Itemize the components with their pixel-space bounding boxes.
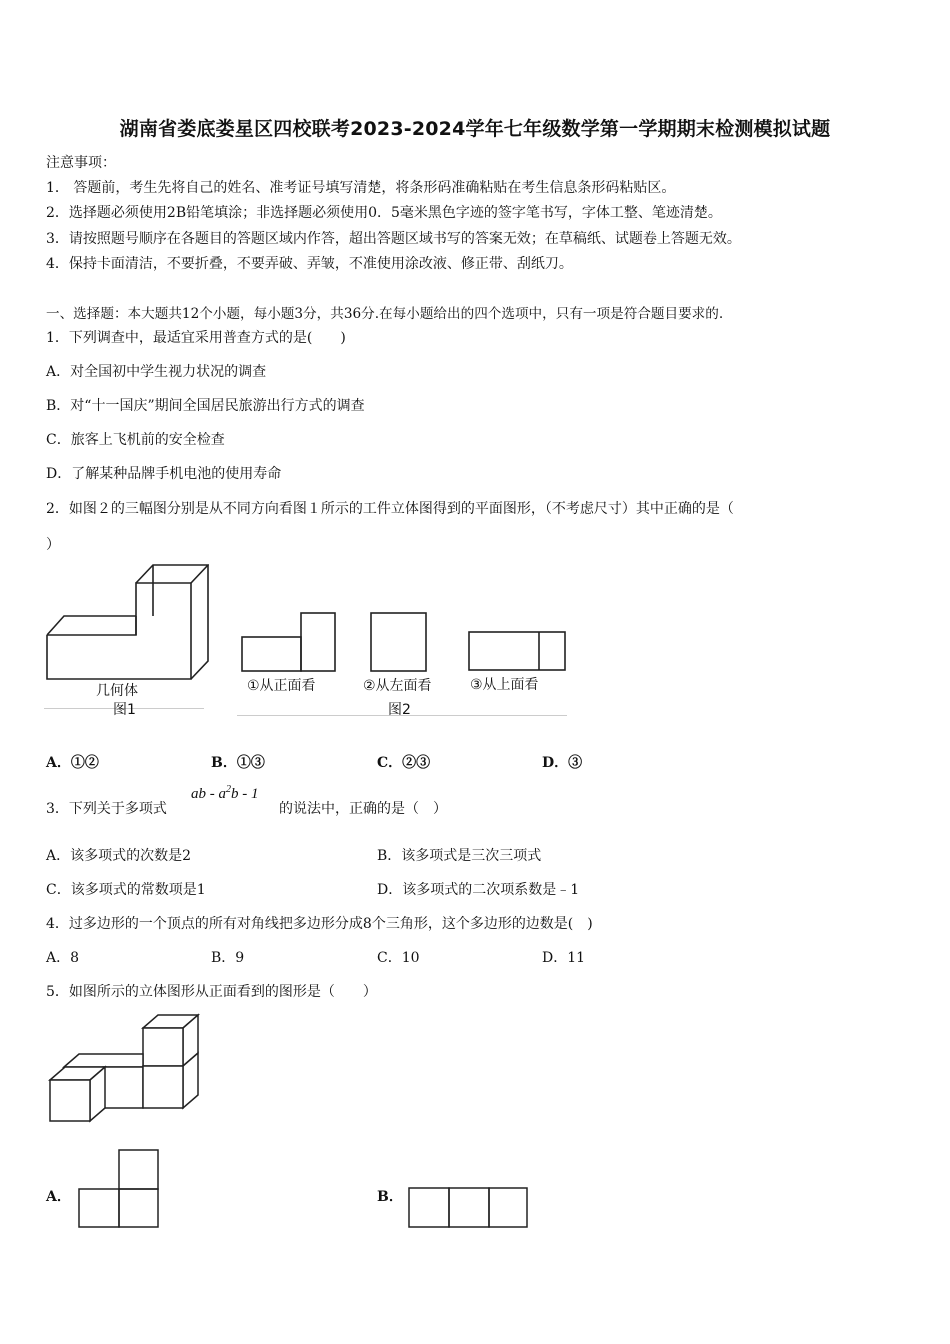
- q1-option-b: B．对“十一国庆”期间全国居民旅游出行方式的调查: [46, 398, 365, 414]
- q3-expression-part-b: b - 1: [231, 786, 259, 802]
- q5-figure-cubes: [44, 1012, 204, 1124]
- q4-option-c: C．10: [377, 950, 420, 966]
- q2-view-label-left: ②从左面看: [363, 678, 432, 694]
- q1-option-a: A．对全国初中学生视力状况的调查: [46, 364, 267, 380]
- notice-item-4: 4．保持卡面清洁，不要折叠，不要弄破、弄皱，不准使用涂改液、修正带、刮纸刀。: [46, 256, 573, 272]
- q4-option-a: A．8: [46, 950, 80, 966]
- q1-option-d: D．了解某种品牌手机电池的使用寿命: [46, 466, 282, 482]
- q5-option-b-label: B．: [377, 1189, 403, 1205]
- q3-stem-suffix: 的说法中，正确的是（ ）: [279, 801, 447, 817]
- notice-heading: 注意事项：: [46, 155, 116, 171]
- q4-option-d: D．11: [542, 950, 586, 966]
- q4-option-b: B．9: [211, 950, 245, 966]
- q3-option-a: A．该多项式的次数是2: [46, 848, 192, 864]
- q2-stem: 2．如图２的三幅图分别是从不同方向看图１所示的工件立体图得到的平面图形，（不考虑尺寸）其中正确的是（: [46, 501, 734, 517]
- q3-expression-exponent: 2: [226, 784, 231, 795]
- q3-expression-part-a: ab - a: [191, 786, 226, 802]
- q1-option-c: C．旅客上飞机前的安全检查: [46, 432, 225, 448]
- q5-option-a-label: A．: [46, 1189, 71, 1205]
- q2-option-b: B．①③: [211, 755, 265, 771]
- q5-stem: 5．如图所示的立体图形从正面看到的图形是（ ）: [46, 984, 377, 1000]
- q2-option-d: D．③: [542, 755, 583, 771]
- notice-item-3: 3．请按照题号顺序在各题目的答题区域内作答，超出答题区域书写的答案无效；在草稿纸、试题卷上答题无效。: [46, 231, 741, 247]
- q2-figure2-caption: 图2: [388, 702, 411, 718]
- q2-figure1-label: 几何体: [96, 683, 138, 699]
- section-heading: 一、选择题：本大题共12个小题，每小题3分，共36分.在每小题给出的四个选项中，只有一项是符合题目要求的.: [46, 306, 724, 322]
- q3-stem-prefix: 3．下列关于多项式: [46, 801, 167, 817]
- q4-stem: 4．过多边形的一个顶点的所有对角线把多边形分成8个三角形，这个多边形的边数是( ): [46, 916, 593, 932]
- q3-option-c: C．该多项式的常数项是1: [46, 882, 206, 898]
- q2-view-label-front: ①从正面看: [247, 678, 316, 694]
- q1-stem: 1．下列调查中，最适宜采用普查方式的是( ): [46, 330, 346, 346]
- q2-view-label-top: ③从上面看: [470, 677, 539, 693]
- q3-option-b: B．该多项式是三次三项式: [377, 848, 542, 864]
- q2-option-c: C．②③: [377, 755, 431, 771]
- q2-figure1-caption: 图1: [113, 702, 136, 718]
- q5-option-a-figure: [77, 1148, 161, 1230]
- notice-item-2: 2．选择题必须使用2B铅笔填涂；非选择题必须使用0．5毫米黑色字迹的签字笔书写，字体工整、笔迹清楚。: [46, 205, 722, 221]
- q3-expression: [191, 786, 259, 803]
- q2-option-a: A．①②: [46, 755, 99, 771]
- page-title: 湖南省娄底娄星区四校联考2023-2024学年七年级数学第一学期期末检测模拟试题: [119, 118, 831, 140]
- q3-option-d: D．该多项式的二次项系数是﹣1: [377, 882, 580, 898]
- q5-option-b-figure: [407, 1186, 531, 1230]
- notice-item-1: 1． 答题前，考生先将自己的姓名、准考证号填写清楚，将条形码准确粘贴在考生信息条形码粘贴区。: [46, 180, 676, 196]
- q2-stem-end: ）: [46, 537, 60, 553]
